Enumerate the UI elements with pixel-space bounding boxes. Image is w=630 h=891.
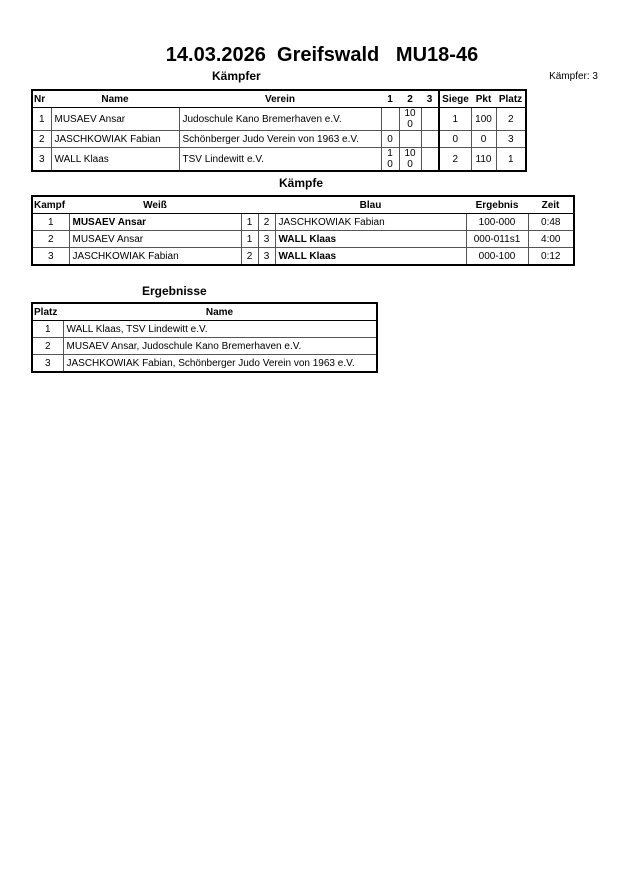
table-header bbox=[32, 303, 377, 321]
cell-score-1: 10 bbox=[381, 148, 399, 172]
cell-white-nr: 2 bbox=[241, 248, 258, 266]
cell-result: 000-100 bbox=[466, 248, 528, 266]
table-row bbox=[32, 321, 377, 338]
cell-result: 000-011s1 bbox=[466, 231, 528, 248]
cell-club: TSV Lindewitt e.V. bbox=[179, 148, 381, 172]
header-wins: Siege bbox=[439, 90, 471, 108]
cell-nr: 1 bbox=[32, 108, 51, 131]
cell-blue-nr: 2 bbox=[258, 214, 275, 231]
cell-wins: 2 bbox=[439, 148, 471, 172]
cell-white: MUSAEV Ansar bbox=[69, 231, 241, 248]
page-title: 14.03.2026 Greifswald MU18-46 bbox=[165, 44, 479, 66]
header-2: 2 bbox=[399, 90, 421, 108]
table-header bbox=[32, 90, 526, 108]
table-row bbox=[32, 231, 574, 248]
cell-name: WALL Klaas, TSV Lindewitt e.V. bbox=[63, 321, 377, 338]
cell-white: MUSAEV Ansar bbox=[69, 214, 241, 231]
table-header bbox=[32, 196, 574, 214]
cell-time: 0:12 bbox=[528, 248, 574, 266]
cell-fight-nr: 2 bbox=[32, 231, 69, 248]
cell-white: JASCHKOWIAK Fabian bbox=[69, 248, 241, 266]
cell-wins: 1 bbox=[439, 108, 471, 131]
cell-place: 3 bbox=[32, 355, 63, 373]
cell-wins: 0 bbox=[439, 131, 471, 148]
cell-blue: WALL Klaas bbox=[275, 248, 466, 266]
cell-result: 100-000 bbox=[466, 214, 528, 231]
fighters-table bbox=[31, 89, 527, 172]
cell-place: 1 bbox=[32, 321, 63, 338]
cell-club: Judoschule Kano Bremerhaven e.V. bbox=[179, 108, 381, 131]
cell-score-2: 100 bbox=[399, 148, 421, 172]
header-3: 3 bbox=[421, 90, 439, 108]
cell-blue-nr: 3 bbox=[258, 248, 275, 266]
cell-name: WALL Klaas bbox=[51, 148, 179, 172]
cell-white-nr: 1 bbox=[241, 231, 258, 248]
header-place: Platz bbox=[32, 303, 63, 321]
header-name: Name bbox=[51, 90, 179, 108]
header-white-nr bbox=[241, 196, 258, 214]
cell-blue: JASCHKOWIAK Fabian bbox=[275, 214, 466, 231]
table-row bbox=[32, 355, 377, 373]
header-place: Platz bbox=[496, 90, 526, 108]
cell-white-nr: 1 bbox=[241, 214, 258, 231]
cell-blue-nr: 3 bbox=[258, 231, 275, 248]
header-result: Ergebnis bbox=[466, 196, 528, 214]
cell-nr: 2 bbox=[32, 131, 51, 148]
header-name: Name bbox=[63, 303, 377, 321]
cell-score-3 bbox=[421, 131, 439, 148]
fights-table bbox=[31, 195, 575, 266]
cell-score-3 bbox=[421, 148, 439, 172]
cell-points: 100 bbox=[471, 108, 496, 131]
header-blue-nr bbox=[258, 196, 275, 214]
fighter-count: Kämpfer: 3 bbox=[549, 71, 598, 82]
header-points: Pkt bbox=[471, 90, 496, 108]
cell-name: MUSAEV Ansar bbox=[51, 108, 179, 131]
header-blue: Blau bbox=[275, 196, 466, 214]
cell-points: 110 bbox=[471, 148, 496, 172]
cell-score-2: 100 bbox=[399, 108, 421, 131]
results-heading: Ergebnisse bbox=[142, 284, 207, 298]
table-row bbox=[32, 148, 526, 172]
cell-points: 0 bbox=[471, 131, 496, 148]
table-row bbox=[32, 338, 377, 355]
cell-place: 2 bbox=[496, 108, 526, 131]
header-club: Verein bbox=[179, 90, 381, 108]
cell-club: Schönberger Judo Verein von 1963 e.V. bbox=[179, 131, 381, 148]
fighters-heading: Kämpfer bbox=[212, 69, 261, 83]
cell-blue: WALL Klaas bbox=[275, 231, 466, 248]
cell-time: 0:48 bbox=[528, 214, 574, 231]
header-fight: Kampf bbox=[32, 196, 69, 214]
cell-place: 1 bbox=[496, 148, 526, 172]
cell-place: 3 bbox=[496, 131, 526, 148]
results-table bbox=[31, 302, 378, 373]
cell-name: JASCHKOWIAK Fabian, Schönberger Judo Verein von 1963 e.V. bbox=[63, 355, 377, 373]
table-row bbox=[32, 214, 574, 231]
table-row bbox=[32, 131, 526, 148]
header-1: 1 bbox=[381, 90, 399, 108]
cell-name: JASCHKOWIAK Fabian bbox=[51, 131, 179, 148]
header-nr: Nr bbox=[32, 90, 51, 108]
cell-fight-nr: 3 bbox=[32, 248, 69, 266]
header-time: Zeit bbox=[528, 196, 574, 214]
cell-score-2 bbox=[399, 131, 421, 148]
cell-name: MUSAEV Ansar, Judoschule Kano Bremerhaven e.V. bbox=[63, 338, 377, 355]
cell-score-3 bbox=[421, 108, 439, 131]
cell-score-1: 0 bbox=[381, 131, 399, 148]
table-row bbox=[32, 108, 526, 131]
cell-nr: 3 bbox=[32, 148, 51, 172]
fights-heading: Kämpfe bbox=[279, 176, 324, 190]
cell-score-1 bbox=[381, 108, 399, 131]
table-row bbox=[32, 248, 574, 266]
cell-place: 2 bbox=[32, 338, 63, 355]
cell-fight-nr: 1 bbox=[32, 214, 69, 231]
cell-time: 4:00 bbox=[528, 231, 574, 248]
header-white: Weiß bbox=[69, 196, 241, 214]
